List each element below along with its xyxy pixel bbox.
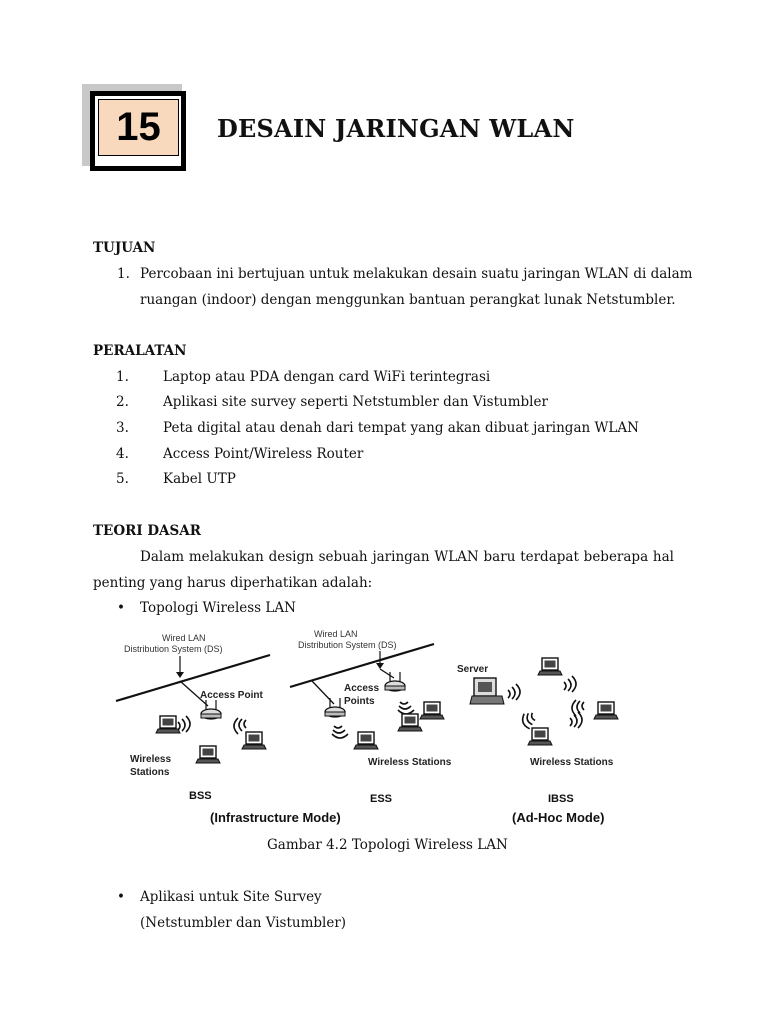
wifi-waves-icon — [508, 684, 520, 700]
tujuan-item-line1: Percobaan ini bertujuan untuk melakukan desain suatu jaringan WLAN di dalam — [140, 266, 693, 282]
teori-bullet-topologi: Topologi Wireless LAN — [140, 600, 296, 616]
laptop-icon — [594, 702, 618, 719]
bss-name: BSS — [189, 790, 212, 802]
peralatan-item-number: 3. — [116, 420, 129, 436]
bss-access-point-label: Access Point — [200, 690, 263, 701]
teori-heading: TEORI DASAR — [93, 523, 201, 539]
ibss-stations-label: Wireless Stations — [530, 757, 614, 768]
figure-caption: Gambar 4.2 Topologi Wireless LAN — [267, 837, 508, 853]
ibss-panel — [457, 658, 618, 805]
ibss-server-label: Server — [457, 664, 489, 675]
wlan-topology-diagram — [110, 624, 630, 830]
ess-ap-label-line1: Access — [344, 683, 380, 694]
peralatan-heading: PERALATAN — [93, 343, 187, 359]
peralatan-item-text: Access Point/Wireless Router — [163, 446, 364, 462]
wifi-waves-icon — [398, 702, 414, 714]
bss-stations-label-line1: Wireless — [130, 754, 172, 765]
bss-stations-label-line2: Stations — [130, 767, 170, 778]
peralatan-item-text: Aplikasi site survey seperti Netstumbler dan Vistumbler — [163, 394, 548, 410]
laptop-icon — [538, 658, 562, 675]
ess-access-point-icon — [325, 698, 345, 717]
ibss-name: IBSS — [548, 793, 574, 805]
wifi-waves-icon — [520, 711, 537, 730]
peralatan-item-number: 5. — [116, 471, 129, 487]
server-icon — [470, 678, 504, 704]
ess-ap-label-line2: Points — [344, 696, 375, 707]
teori-bullet-site-survey: Aplikasi untuk Site Survey — [140, 889, 322, 905]
peralatan-item-number: 1. — [116, 369, 129, 385]
chapter-number: 15 — [98, 99, 179, 156]
laptop-icon — [242, 732, 266, 749]
peralatan-item-number: 4. — [116, 446, 129, 462]
ess-ds-label-line1: Wired LAN — [314, 629, 358, 639]
peralatan-item-text: Laptop atau PDA dengan card WiFi terintegrasi — [163, 369, 491, 385]
tujuan-item-line2: ruangan (indoor) dengan menggunkan bantuan perangkat lunak Netstumbler. — [140, 292, 676, 308]
ess-wired-lan-line — [290, 644, 434, 687]
bss-ds-label-line1: Wired LAN — [162, 633, 206, 643]
laptop-icon — [398, 714, 422, 731]
laptop-icon — [156, 716, 180, 733]
wifi-waves-icon — [570, 712, 582, 728]
peralatan-item-text: Peta digital atau denah dari tempat yang akan dibuat jaringan WLAN — [163, 420, 639, 436]
teori-bullet-site-survey-tools: (Netstumbler dan Vistumbler) — [140, 915, 347, 931]
ess-name: ESS — [370, 793, 393, 805]
teori-paragraph-line2: penting yang harus diperhatikan adalah: — [93, 575, 373, 591]
peralatan-item-text: Kabel UTP — [163, 471, 236, 487]
ess-panel — [290, 629, 452, 805]
laptop-icon — [420, 702, 444, 719]
tujuan-heading: TUJUAN — [93, 240, 156, 256]
adhoc-mode-label: (Ad-Hoc Mode) — [512, 810, 605, 825]
bss-panel — [116, 633, 270, 802]
ess-stations-label: Wireless Stations — [368, 757, 452, 768]
chapter-title: DESAIN JARINGAN WLAN — [217, 114, 575, 143]
laptop-icon — [354, 732, 378, 749]
bullet-icon: • — [117, 600, 125, 616]
wifi-waves-icon — [572, 700, 584, 716]
peralatan-item-number: 2. — [116, 394, 129, 410]
bullet-icon: • — [117, 889, 125, 905]
laptop-icon — [196, 746, 220, 763]
ess-ds-label-line2: Distribution System (DS) — [298, 640, 397, 650]
bss-ds-label-line2: Distribution System (DS) — [124, 644, 223, 654]
wifi-waves-icon — [564, 676, 576, 692]
wifi-waves-icon — [178, 716, 190, 732]
teori-paragraph-line1: Dalam melakukan design sebuah jaringan WLAN baru terdapat beberapa hal — [140, 549, 674, 565]
wifi-waves-icon — [332, 726, 348, 738]
infrastructure-mode-label: (Infrastructure Mode) — [210, 810, 341, 825]
laptop-icon — [528, 728, 552, 745]
wifi-waves-icon — [234, 718, 246, 734]
tujuan-item-number: 1. — [117, 266, 130, 282]
